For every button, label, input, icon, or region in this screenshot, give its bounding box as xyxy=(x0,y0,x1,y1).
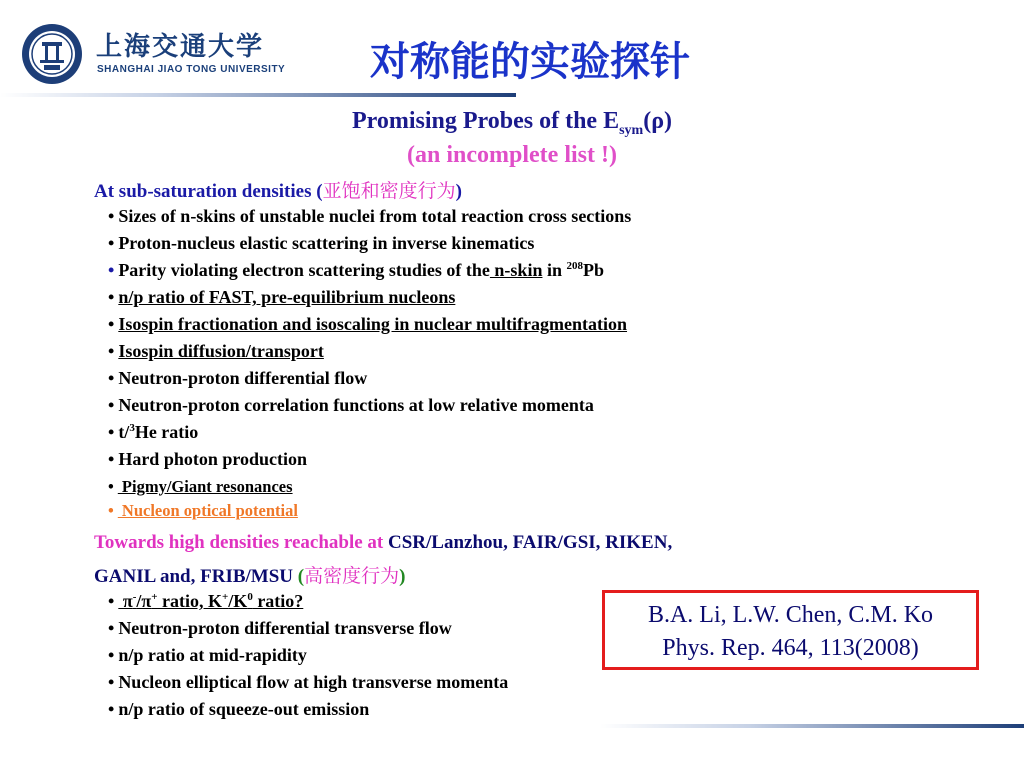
reference-authors: B.A. Li, L.W. Chen, C.M. Ko xyxy=(647,602,934,628)
list-item xyxy=(108,699,369,720)
list-item xyxy=(108,341,324,362)
bullet-icon: • xyxy=(108,314,115,334)
list-item-text: n/p ratio at mid-rapidity xyxy=(118,645,307,665)
list-item-text: Nucleon elliptical flow at high transverse momenta xyxy=(118,672,509,692)
list-item xyxy=(108,501,298,521)
list-item xyxy=(108,206,631,227)
bullet-icon: • xyxy=(108,206,115,226)
list-item-text: Neutron-proton differential transverse flow xyxy=(118,618,452,638)
superscript-charge: - xyxy=(132,591,137,603)
list-item-text: t/ xyxy=(118,422,130,442)
bullet-icon: • xyxy=(108,501,114,520)
list-item xyxy=(108,449,307,470)
section1-heading: At sub-saturation densities xyxy=(94,181,312,202)
list-item xyxy=(108,672,508,693)
section2-paren-open: ( xyxy=(293,566,305,587)
pion-kaon-ratio-link[interactable] xyxy=(118,591,303,611)
superscript-mass-number: 208 xyxy=(566,260,583,272)
subtitle-subscript: sym xyxy=(619,122,644,138)
list-item-text: /K xyxy=(228,591,248,611)
section2-cn: 高密度行为 xyxy=(304,565,400,587)
list-item-link[interactable]: Isospin fractionation and isoscaling in nuclear multifragmentation xyxy=(118,314,628,334)
list-item-link[interactable]: Isospin diffusion/transport xyxy=(118,341,324,361)
list-item-link[interactable]: Pigmy/Giant resonances xyxy=(117,477,293,496)
list-item xyxy=(108,395,594,416)
bullet-icon: • xyxy=(108,260,115,280)
slide-title: 对称能的实验探针 xyxy=(370,39,690,85)
list-item xyxy=(108,314,627,335)
list-item-text: /π xyxy=(136,591,152,611)
list-item-text: in xyxy=(542,260,567,280)
list-item-text: ratio, K xyxy=(157,591,223,611)
section2-text: Towards high densities reachable at xyxy=(94,532,389,553)
list-item-text: Pb xyxy=(582,260,604,280)
superscript-charge: 0 xyxy=(247,591,253,603)
bullet-icon: • xyxy=(108,699,115,719)
section2-paren-close: ) xyxy=(399,566,406,587)
list-item-text: Sizes of n-skins of unstable nuclei from total reaction cross sections xyxy=(118,206,632,226)
subtitle-note: (an incomplete list !) xyxy=(407,142,617,168)
section-heading-high-density-line1 xyxy=(94,532,672,554)
subtitle xyxy=(0,108,1024,139)
reference-journal: Phys. Rep. 464, 113(2008) xyxy=(662,635,919,661)
list-item xyxy=(108,368,367,389)
list-item-text: n/p ratio of squeeze-out emission xyxy=(118,699,370,719)
bullet-icon: • xyxy=(108,395,115,415)
superscript-charge: + xyxy=(151,591,158,603)
subtitle-main: Promising Probes of the E xyxy=(351,108,620,134)
university-name-cn: 上海交通大学 xyxy=(96,32,265,62)
list-item xyxy=(108,260,604,281)
list-item-text: Parity violating electron scattering studies of the xyxy=(118,260,490,280)
list-item xyxy=(108,591,303,612)
list-item-text: Hard photon production xyxy=(118,449,308,469)
section1-paren-close: ) xyxy=(455,181,462,202)
bullet-icon: • xyxy=(108,341,115,361)
list-item-text: π xyxy=(118,591,133,611)
list-item-text: He ratio xyxy=(134,422,199,442)
section1-cn: 亚饱和密度行为 xyxy=(322,180,456,202)
bullet-icon: • xyxy=(108,287,115,307)
university-seal-icon xyxy=(20,22,84,86)
n-skin-link[interactable]: n-skin xyxy=(489,260,543,280)
superscript-charge: + xyxy=(222,591,229,603)
list-item-text: Neutron-proton differential flow xyxy=(118,368,368,388)
list-item-link[interactable]: Nucleon optical potential xyxy=(117,501,298,520)
list-item xyxy=(108,645,307,666)
list-item xyxy=(108,422,198,443)
list-item xyxy=(108,477,293,497)
bullet-icon: • xyxy=(108,233,115,253)
bullet-icon: • xyxy=(108,618,115,638)
section-heading-high-density-line2 xyxy=(94,561,405,588)
footer-divider xyxy=(600,724,1024,728)
subtitle-tail: (ρ) xyxy=(643,108,673,134)
section2-facilities: GANIL and, FRIB/MSU xyxy=(94,566,294,587)
bullet-icon: • xyxy=(108,368,115,388)
title-divider xyxy=(0,93,516,97)
reference-box xyxy=(602,590,979,670)
list-item-link[interactable]: n/p ratio of FAST, pre-equilibrium nucleons xyxy=(118,287,456,307)
list-item xyxy=(108,287,455,308)
list-item xyxy=(108,233,534,254)
university-name-en: SHANGHAI JIAO TONG UNIVERSITY xyxy=(97,64,286,75)
list-item-text: Neutron-proton correlation functions at low relative momenta xyxy=(118,395,594,415)
bullet-icon: • xyxy=(108,449,115,469)
section1-paren-open: ( xyxy=(311,181,323,202)
bullet-icon: • xyxy=(108,645,115,665)
bullet-icon: • xyxy=(108,477,114,496)
bullet-icon: • xyxy=(108,591,115,611)
list-item-text: Proton-nucleus elastic scattering in inverse kinematics xyxy=(118,233,535,253)
section-heading-sub-saturation xyxy=(94,176,462,203)
bullet-icon: • xyxy=(108,672,115,692)
bullet-icon: • xyxy=(108,422,115,442)
section2-facilities: CSR/Lanzhou, FAIR/GSI, RIKEN, xyxy=(388,532,673,553)
list-item xyxy=(108,618,452,639)
superscript-mass-number: 3 xyxy=(129,422,135,434)
list-item-text: ratio? xyxy=(252,591,304,611)
